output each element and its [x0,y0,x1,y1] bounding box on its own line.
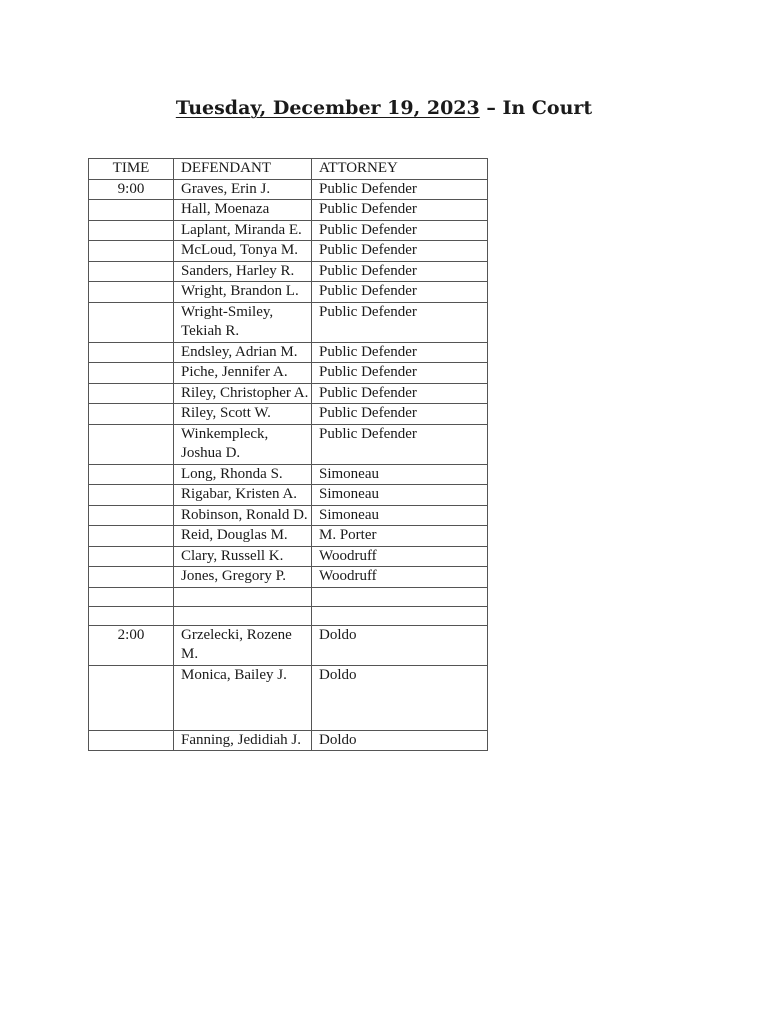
attorney-cell: Doldo [312,665,488,730]
time-cell [89,464,174,485]
time-cell: 2:00 [89,625,174,665]
table-row [89,730,488,751]
attorney-cell: Public Defender [312,282,488,303]
defendant-cell: Wright, Brandon L. [174,282,312,303]
time-cell [89,404,174,425]
defendant-cell: Fanning, Jedidiah J. [174,730,312,751]
attorney-cell: Public Defender [312,179,488,200]
attorney-cell: Public Defender [312,383,488,404]
table-row [89,179,488,200]
time-cell [89,342,174,363]
title-date: Tuesday, December 19, 2023 [175,97,480,119]
attorney-cell: Public Defender [312,220,488,241]
time-cell: 9:00 [89,179,174,200]
attorney-cell: Public Defender [312,363,488,384]
defendant-cell: Riley, Christopher A. [174,383,312,404]
time-cell [89,383,174,404]
table-row [89,424,488,464]
attorney-cell: Woodruff [312,546,488,567]
defendant-cell: Jones, Gregory P. [174,567,312,588]
time-cell [89,241,174,262]
time-cell [89,200,174,221]
attorney-cell: Public Defender [312,404,488,425]
defendant-cell: Robinson, Ronald D. [174,505,312,526]
defendant-cell: Rigabar, Kristen A. [174,485,312,506]
time-cell [89,485,174,506]
table-row-empty [89,587,488,606]
time-cell [89,505,174,526]
table-header-row [89,159,488,180]
time-cell [89,567,174,588]
defendant-cell: Piche, Jennifer A. [174,363,312,384]
attorney-cell: Simoneau [312,505,488,526]
time-cell [89,261,174,282]
table-row [89,567,488,588]
page-title [0,97,768,119]
table-row [89,302,488,342]
time-cell [89,282,174,303]
attorney-cell: Public Defender [312,241,488,262]
defendant-cell: Laplant, Miranda E. [174,220,312,241]
time-cell [89,363,174,384]
attorney-cell: Public Defender [312,342,488,363]
table-row [89,485,488,506]
defendant-cell: Grzelecki, Rozene M. [174,625,312,665]
time-cell [89,302,174,342]
header-defendant: DEFENDANT [174,159,312,180]
table-row-empty [89,606,488,625]
defendant-cell: Clary, Russell K. [174,546,312,567]
attorney-cell: Doldo [312,625,488,665]
attorney-cell: Simoneau [312,464,488,485]
header-time: TIME [89,159,174,180]
attorney-cell: Public Defender [312,261,488,282]
time-cell [89,587,174,606]
defendant-cell: Long, Rhonda S. [174,464,312,485]
attorney-cell: Public Defender [312,424,488,464]
table-row [89,546,488,567]
defendant-cell: Winkempleck, Joshua D. [174,424,312,464]
time-cell [89,220,174,241]
time-cell [89,526,174,547]
defendant-cell: Endsley, Adrian M. [174,342,312,363]
attorney-cell: Simoneau [312,485,488,506]
attorney-cell: Doldo [312,730,488,751]
defendant-cell: McLoud, Tonya M. [174,241,312,262]
table-row [89,383,488,404]
table-row [89,282,488,303]
defendant-cell: Wright-Smiley, Tekiah R. [174,302,312,342]
attorney-cell: Public Defender [312,302,488,342]
defendant-cell: Monica, Bailey J. [174,665,312,730]
time-cell [89,606,174,625]
title-suffix: – In Court [479,97,593,119]
defendant-cell: Riley, Scott W. [174,404,312,425]
table-row [89,625,488,665]
table-row [89,241,488,262]
table-row [89,665,488,730]
table-row [89,526,488,547]
table-row [89,261,488,282]
defendant-cell: Graves, Erin J. [174,179,312,200]
attorney-cell: Woodruff [312,567,488,588]
time-cell [89,546,174,567]
defendant-cell: Sanders, Harley R. [174,261,312,282]
defendant-cell: Reid, Douglas M. [174,526,312,547]
defendant-cell [174,606,312,625]
attorney-cell: M. Porter [312,526,488,547]
time-cell [89,730,174,751]
table-row [89,464,488,485]
table-row [89,404,488,425]
defendant-cell [174,587,312,606]
header-attorney: ATTORNEY [312,159,488,180]
table-row [89,363,488,384]
attorney-cell [312,587,488,606]
table-row [89,505,488,526]
defendant-cell: Hall, Moenaza [174,200,312,221]
table-row [89,342,488,363]
table-row [89,220,488,241]
attorney-cell [312,606,488,625]
table-row [89,200,488,221]
court-docket-table [88,158,488,751]
time-cell [89,424,174,464]
attorney-cell: Public Defender [312,200,488,221]
time-cell [89,665,174,730]
